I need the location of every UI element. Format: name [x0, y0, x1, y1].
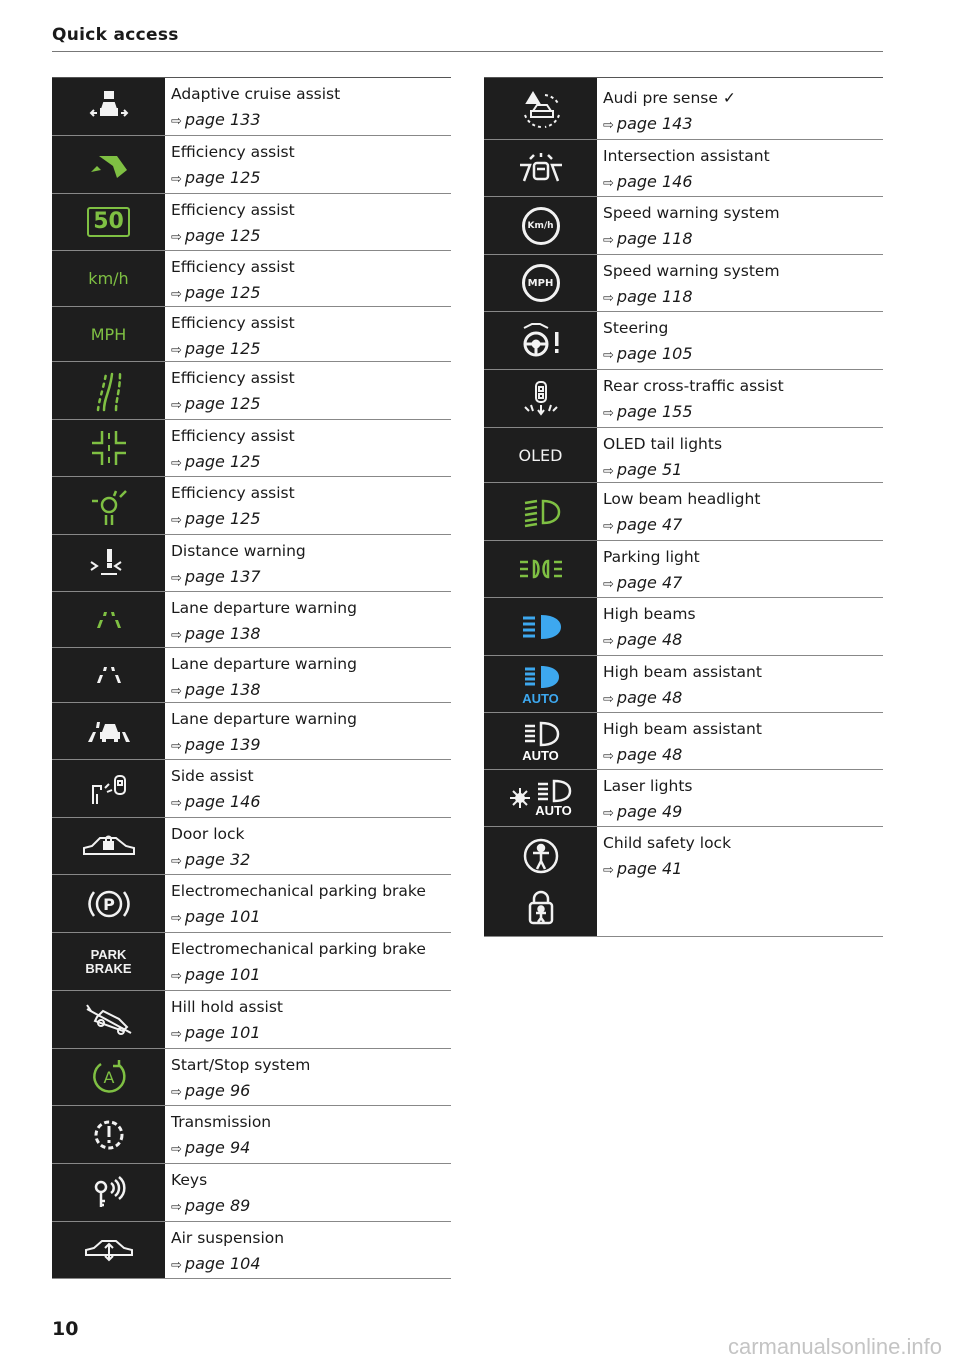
table-row	[52, 535, 451, 592]
page-link[interactable]: ⇨ page 32	[171, 850, 251, 869]
table-row	[484, 312, 883, 370]
row-label: High beam assistant	[603, 720, 762, 738]
row-label: Speed warning system	[603, 204, 780, 222]
speed-warning-kmh-icon: Km/h	[484, 197, 597, 254]
page-link[interactable]: ⇨ page 118	[603, 229, 693, 248]
row-label: Efficiency assist	[171, 143, 295, 161]
page-link[interactable]: ⇨ page 101	[171, 965, 261, 984]
table-row	[52, 307, 451, 362]
roundabout-icon	[52, 477, 165, 534]
intersection-icon	[52, 420, 165, 476]
row-label: Laser lights	[603, 777, 693, 795]
parking-light-icon	[484, 541, 597, 597]
row-label: Efficiency assist	[171, 258, 295, 276]
page-link[interactable]: ⇨ page 125	[171, 226, 261, 245]
steering-warning-icon	[484, 312, 597, 369]
keys-icon	[52, 1164, 165, 1221]
table-row	[52, 818, 451, 875]
table-row	[52, 477, 451, 535]
watermark: carmanualsonline.info	[727, 1334, 942, 1359]
row-label: Door lock	[171, 825, 245, 843]
table-row	[52, 78, 451, 136]
high-beam-assistant-white-icon: AUTO	[484, 713, 597, 769]
distance-warning-icon	[52, 535, 165, 591]
page-link[interactable]: ⇨ page 133	[171, 110, 261, 129]
curve-road-icon	[52, 362, 165, 419]
row-label: Intersection assistant	[603, 147, 770, 165]
page-link[interactable]: ⇨ page 143	[603, 114, 693, 133]
header-divider	[52, 51, 883, 52]
table-row	[52, 1222, 451, 1279]
table-row	[484, 483, 883, 541]
row-label: Efficiency assist	[171, 314, 295, 332]
page-link[interactable]: ⇨ page 101	[171, 907, 261, 926]
row-label: High beams	[603, 605, 696, 623]
row-label: Steering	[603, 319, 669, 337]
kmh-icon: km/h	[52, 251, 165, 306]
page-number: 10	[52, 1318, 79, 1340]
mph-icon: MPH	[52, 307, 165, 361]
table-row	[52, 420, 451, 477]
row-label: Electromechanical parking brake	[171, 882, 426, 900]
row-label: Lane departure warning	[171, 655, 357, 673]
table-row	[52, 991, 451, 1049]
check-mark: ✓	[722, 89, 736, 107]
table-row	[52, 760, 451, 818]
lane-departure-white-icon	[52, 648, 165, 702]
table-row	[484, 713, 883, 770]
high-beam-assistant-blue-icon: AUTO	[484, 656, 597, 712]
row-label: Distance warning	[171, 542, 306, 560]
parking-brake-icon	[52, 875, 165, 932]
table-row	[484, 656, 883, 713]
table-row	[52, 251, 451, 307]
page-link[interactable]: ⇨ page 139	[171, 735, 261, 754]
side-assist-icon	[52, 760, 165, 817]
page-link[interactable]: ⇨ page 94	[171, 1138, 251, 1157]
low-beam-icon	[484, 483, 597, 540]
row-label: Low beam headlight	[603, 490, 761, 508]
page-link[interactable]: ⇨ page 48	[603, 630, 683, 649]
table-row	[52, 136, 451, 194]
row-label: Electromechanical parking brake	[171, 940, 426, 958]
page-link[interactable]: ⇨ page 89	[171, 1196, 251, 1215]
rear-cross-traffic-icon	[484, 370, 597, 427]
page-link[interactable]: ⇨ page 125	[171, 168, 261, 187]
page-link[interactable]: ⇨ page 118	[603, 287, 693, 306]
row-label: Efficiency assist	[171, 369, 295, 387]
row-label: Side assist	[171, 767, 254, 785]
row-label: Efficiency assist	[171, 484, 295, 502]
left-indicator-table	[52, 77, 451, 1279]
page-link[interactable]: ⇨ page 125	[171, 339, 261, 358]
speed-limit-50-icon: 50	[52, 194, 165, 250]
page-link[interactable]: ⇨ page 125	[171, 394, 261, 413]
row-label: High beam assistant	[603, 663, 762, 681]
table-row	[52, 592, 451, 648]
hill-hold-icon	[52, 991, 165, 1048]
page-header-title: Quick access	[52, 25, 179, 45]
page-link[interactable]: ⇨ page 125	[171, 452, 261, 471]
row-label: Parking light	[603, 548, 700, 566]
adaptive-cruise-icon	[52, 78, 165, 135]
page-link[interactable]: ⇨ page 146	[171, 792, 261, 811]
table-row	[484, 370, 883, 428]
table-row	[52, 194, 451, 251]
child-safety-lock-icon	[484, 827, 597, 936]
page-link[interactable]: ⇨ page 49	[603, 802, 683, 821]
page-link[interactable]: ⇨ page 138	[171, 680, 261, 699]
page-link[interactable]: ⇨ page 101	[171, 1023, 261, 1042]
table-row	[52, 703, 451, 760]
row-label: Hill hold assist	[171, 998, 283, 1016]
table-row	[484, 541, 883, 598]
page-link[interactable]: ⇨ page 41	[603, 859, 683, 878]
row-label: Lane departure warning	[171, 599, 357, 617]
table-row	[52, 875, 451, 933]
table-row	[484, 428, 883, 483]
high-beam-icon	[484, 598, 597, 655]
table-row	[484, 78, 883, 140]
row-label: Keys	[171, 1171, 208, 1189]
row-label: Lane departure warning	[171, 710, 357, 728]
row-label: Audi pre sense ✓	[603, 89, 736, 107]
page-link[interactable]: ⇨ page 48	[603, 688, 683, 707]
svg-text:P: P	[102, 894, 115, 914]
page-link[interactable]: ⇨ page 146	[603, 172, 693, 191]
right-indicator-table	[484, 77, 883, 937]
laser-light-icon: AUTO	[484, 770, 597, 826]
page-link[interactable]: ⇨ page 47	[603, 573, 683, 592]
row-label: Air suspension	[171, 1229, 285, 1247]
oled-icon: OLED	[484, 428, 597, 482]
transmission-icon	[52, 1106, 165, 1163]
table-row	[52, 362, 451, 420]
lane-departure-car-icon	[52, 703, 165, 759]
page-link[interactable]: ⇨ page 96	[171, 1081, 251, 1100]
table-row	[484, 255, 883, 312]
row-label: Adaptive cruise assist	[171, 85, 341, 103]
table-row	[484, 140, 883, 197]
start-stop-icon	[52, 1049, 165, 1105]
lane-departure-green-icon	[52, 592, 165, 647]
row-label: OLED tail lights	[603, 435, 723, 453]
page-link[interactable]: ⇨ page 137	[171, 567, 261, 586]
page-link[interactable]: ⇨ page 51	[603, 460, 683, 479]
speed-warning-mph-icon: MPH	[484, 255, 597, 311]
table-row	[52, 648, 451, 703]
page-link[interactable]: ⇨ page 155	[603, 402, 693, 421]
air-suspension-icon	[52, 1222, 165, 1278]
page-link[interactable]: ⇨ page 138	[171, 624, 261, 643]
table-row	[484, 827, 883, 937]
door-lock-icon	[52, 818, 165, 874]
efficiency-green-arrow-icon	[52, 136, 165, 193]
table-row	[52, 933, 451, 991]
page-link[interactable]: ⇨ page 104	[171, 1254, 261, 1273]
page-link[interactable]: ⇨ page 48	[603, 745, 683, 764]
table-row	[52, 1049, 451, 1106]
row-label: Child safety lock	[603, 834, 732, 852]
row-label: Transmission	[171, 1113, 272, 1131]
row-label: Rear cross-traffic assist	[603, 377, 784, 395]
table-row	[52, 1164, 451, 1222]
svg-text:A: A	[103, 1068, 114, 1087]
row-label: Efficiency assist	[171, 427, 295, 445]
table-row	[484, 598, 883, 656]
pre-sense-icon	[484, 78, 597, 139]
page-link[interactable]: ⇨ page 105	[603, 344, 693, 363]
page-link[interactable]: ⇨ page 125	[171, 509, 261, 528]
page-link[interactable]: ⇨ page 47	[603, 515, 683, 534]
table-row	[484, 197, 883, 255]
table-row	[52, 1106, 451, 1164]
row-label: Start/Stop system	[171, 1056, 311, 1074]
table-row	[484, 770, 883, 827]
row-label: Speed warning system	[603, 262, 780, 280]
intersection-assistant-icon	[484, 140, 597, 196]
park-brake-text-icon: PARK BRAKE	[52, 933, 165, 990]
row-label: Efficiency assist	[171, 201, 295, 219]
page-link[interactable]: ⇨ page 125	[171, 283, 261, 302]
